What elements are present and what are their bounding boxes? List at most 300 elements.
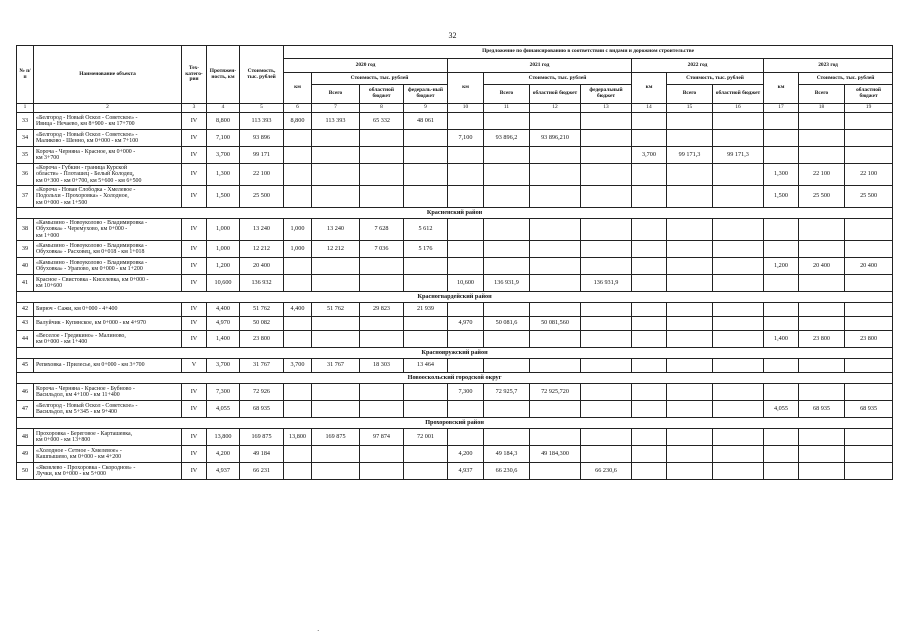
value-cell xyxy=(764,317,799,331)
value-cell: 29 823 xyxy=(360,303,404,317)
object-name: «Белгород - Новый Оскол - Советское» - Маликово - Шенно, км 0+000 - км 7+100 xyxy=(34,130,182,147)
value-cell xyxy=(799,241,845,258)
table-row xyxy=(17,446,893,463)
footer-mark: · xyxy=(317,627,320,635)
value-cell xyxy=(404,147,448,164)
tech-category: IV xyxy=(182,113,207,130)
section-title: Красненский район xyxy=(17,208,893,219)
value-cell xyxy=(845,317,893,331)
column-index: 7 xyxy=(312,104,360,113)
value-cell: 169 875 xyxy=(312,429,360,446)
value-cell xyxy=(632,164,667,186)
value-cell xyxy=(799,130,845,147)
row-number: 45 xyxy=(17,359,34,373)
total-2021-header: Всего xyxy=(484,85,530,104)
tech-category: IV xyxy=(182,164,207,186)
value-cell xyxy=(845,303,893,317)
value-cell xyxy=(484,186,530,208)
row-number: 49 xyxy=(17,446,34,463)
value-cell xyxy=(581,130,632,147)
object-name: Валуйчик - Купянское, км 0+000 - км 4+970 xyxy=(34,317,182,331)
value-cell xyxy=(530,241,581,258)
km-2020-header: км xyxy=(284,73,312,104)
column-index: 4 xyxy=(207,104,240,113)
value-cell xyxy=(484,258,530,275)
tech-category: IV xyxy=(182,219,207,241)
value-cell xyxy=(632,186,667,208)
object-name: Короча - Черняна - Красное, км 0+000 - км 3+700 xyxy=(34,147,182,164)
value-cell xyxy=(530,186,581,208)
value-cell: 99 171,3 xyxy=(713,147,764,164)
total-cost: 22 100 xyxy=(240,164,284,186)
value-cell: 66 230,6 xyxy=(581,463,632,480)
value-cell xyxy=(845,429,893,446)
value-cell xyxy=(632,463,667,480)
value-cell xyxy=(713,186,764,208)
value-cell xyxy=(530,401,581,418)
value-cell xyxy=(764,113,799,130)
value-cell xyxy=(530,164,581,186)
value-cell: 23 800 xyxy=(845,331,893,348)
row-number: 42 xyxy=(17,303,34,317)
length-km: 1,500 xyxy=(207,186,240,208)
value-cell xyxy=(284,130,312,147)
value-cell: 113 393 xyxy=(312,113,360,130)
value-cell xyxy=(404,401,448,418)
table-row xyxy=(17,258,893,275)
value-cell: 13 464 xyxy=(404,359,448,373)
object-name: «Камызино - Новоуколово - Владимировка - Обуховка» - Черемухово, км 0+000 - км 1+000 xyxy=(34,219,182,241)
value-cell xyxy=(713,130,764,147)
value-cell: 72 925,7 xyxy=(484,384,530,401)
table-row xyxy=(17,429,893,446)
object-name: Прохоровка - Береговое - Карташевка, км 0+000 - км 13+800 xyxy=(34,429,182,446)
value-cell: 1,000 xyxy=(284,219,312,241)
value-cell xyxy=(448,147,484,164)
tech-category: IV xyxy=(182,241,207,258)
value-cell xyxy=(312,130,360,147)
column-index: 11 xyxy=(484,104,530,113)
value-cell xyxy=(845,446,893,463)
value-cell xyxy=(632,241,667,258)
row-number: 37 xyxy=(17,186,34,208)
value-cell xyxy=(632,219,667,241)
value-cell xyxy=(632,303,667,317)
value-cell xyxy=(764,130,799,147)
value-cell: 97 874 xyxy=(360,429,404,446)
row-number: 34 xyxy=(17,130,34,147)
km-2023-header: км xyxy=(764,73,799,104)
row-number: 36 xyxy=(17,164,34,186)
value-cell xyxy=(284,401,312,418)
total-cost: 25 500 xyxy=(240,186,284,208)
length-km: 1,200 xyxy=(207,258,240,275)
value-cell xyxy=(284,446,312,463)
cost-2020-header: Стоимость, тыс. рублей xyxy=(312,73,448,85)
total-cost: 66 231 xyxy=(240,463,284,480)
value-cell xyxy=(799,303,845,317)
value-cell: 72 001 xyxy=(404,429,448,446)
row-number: 39 xyxy=(17,241,34,258)
object-name: «Яковлево - Прохоровка - Скороднов» - Лучки, км 0+000 - км 5+000 xyxy=(34,463,182,480)
column-index-row xyxy=(17,104,893,113)
value-cell xyxy=(713,219,764,241)
row-number: 35 xyxy=(17,147,34,164)
value-cell: 22 100 xyxy=(799,164,845,186)
value-cell xyxy=(484,359,530,373)
value-cell xyxy=(667,401,713,418)
length-km: 7,100 xyxy=(207,130,240,147)
column-index: 3 xyxy=(182,104,207,113)
value-cell xyxy=(360,186,404,208)
table-row xyxy=(17,219,893,241)
section-row xyxy=(17,373,893,384)
value-cell: 93 896,2 xyxy=(484,130,530,147)
value-cell xyxy=(845,147,893,164)
value-cell: 4,055 xyxy=(764,401,799,418)
value-cell xyxy=(448,113,484,130)
value-cell xyxy=(530,147,581,164)
value-cell xyxy=(404,446,448,463)
value-cell xyxy=(360,164,404,186)
row-number: 47 xyxy=(17,401,34,418)
regional-2022-header: областной бюджет xyxy=(713,85,764,104)
value-cell xyxy=(845,463,893,480)
value-cell xyxy=(713,359,764,373)
section-row xyxy=(17,292,893,303)
value-cell: 68 935 xyxy=(845,401,893,418)
value-cell xyxy=(448,164,484,186)
value-cell xyxy=(713,241,764,258)
page-number: 32 xyxy=(448,31,457,40)
value-cell xyxy=(799,275,845,292)
regional-2021-header: областной бюджет xyxy=(530,85,581,104)
total-2020-header: Всего xyxy=(312,85,360,104)
value-cell xyxy=(581,401,632,418)
value-cell xyxy=(404,317,448,331)
column-index: 6 xyxy=(284,104,312,113)
row-number: 33 xyxy=(17,113,34,130)
length-km: 3,700 xyxy=(207,147,240,164)
value-cell xyxy=(284,275,312,292)
total-cost: 99 171 xyxy=(240,147,284,164)
value-cell xyxy=(764,429,799,446)
tech-category: IV xyxy=(182,317,207,331)
column-index: 10 xyxy=(448,104,484,113)
value-cell xyxy=(284,147,312,164)
value-cell xyxy=(581,429,632,446)
column-index: 13 xyxy=(581,104,632,113)
row-number: 46 xyxy=(17,384,34,401)
value-cell xyxy=(484,303,530,317)
object-name: Репяховка - Прилесье, км 0+000 - км 3+700 xyxy=(34,359,182,373)
value-cell xyxy=(530,258,581,275)
value-cell xyxy=(312,463,360,480)
value-cell xyxy=(667,429,713,446)
value-cell xyxy=(404,186,448,208)
value-cell xyxy=(360,463,404,480)
value-cell: 1,300 xyxy=(764,164,799,186)
object-name: «Камызино - Новоуколово - Владимировка - Обуховка» - Урапово, км 0+000 - км 1+200 xyxy=(34,258,182,275)
value-cell xyxy=(632,401,667,418)
total-cost: 51 762 xyxy=(240,303,284,317)
value-cell: 13,800 xyxy=(284,429,312,446)
value-cell xyxy=(284,331,312,348)
value-cell: 12 212 xyxy=(312,241,360,258)
value-cell: 13 240 xyxy=(312,219,360,241)
value-cell xyxy=(764,275,799,292)
value-cell xyxy=(632,275,667,292)
value-cell xyxy=(764,303,799,317)
value-cell xyxy=(667,241,713,258)
length-km: 3,700 xyxy=(207,359,240,373)
value-cell xyxy=(312,446,360,463)
section-title: Новооскольский городской округ xyxy=(17,373,893,384)
value-cell xyxy=(360,130,404,147)
value-cell xyxy=(284,384,312,401)
length-km: 13,800 xyxy=(207,429,240,446)
value-cell xyxy=(530,113,581,130)
value-cell xyxy=(764,463,799,480)
value-cell xyxy=(764,446,799,463)
column-index: 15 xyxy=(667,104,713,113)
value-cell xyxy=(632,446,667,463)
total-2023-header: Всего xyxy=(799,85,845,104)
value-cell: 65 332 xyxy=(360,113,404,130)
table-body xyxy=(17,113,893,480)
value-cell xyxy=(799,463,845,480)
value-cell xyxy=(845,241,893,258)
object-name: Бирюч - Сажи, км 0+000 - 4+400 xyxy=(34,303,182,317)
column-index: 1 xyxy=(17,104,34,113)
value-cell xyxy=(713,331,764,348)
cost-2021-header: Стоимость, тыс. рублей xyxy=(484,73,632,85)
value-cell: 4,937 xyxy=(448,463,484,480)
value-cell: 20 400 xyxy=(845,258,893,275)
total-cost: 136 932 xyxy=(240,275,284,292)
value-cell xyxy=(581,359,632,373)
value-cell xyxy=(581,219,632,241)
total-cost: 31 767 xyxy=(240,359,284,373)
value-cell xyxy=(360,275,404,292)
cost-2022-header: Стоимость, тыс. рублей xyxy=(667,73,764,85)
length-km: 7,300 xyxy=(207,384,240,401)
value-cell xyxy=(404,463,448,480)
total-cost: 50 082 xyxy=(240,317,284,331)
tech-category: IV xyxy=(182,384,207,401)
value-cell: 1,400 xyxy=(764,331,799,348)
value-cell xyxy=(667,164,713,186)
value-cell xyxy=(312,147,360,164)
value-cell xyxy=(360,147,404,164)
value-cell xyxy=(764,147,799,164)
value-cell xyxy=(530,359,581,373)
value-cell xyxy=(360,331,404,348)
row-number: 44 xyxy=(17,331,34,348)
value-cell xyxy=(799,429,845,446)
value-cell xyxy=(632,317,667,331)
value-cell xyxy=(312,164,360,186)
column-index: 8 xyxy=(360,104,404,113)
value-cell xyxy=(667,275,713,292)
value-cell xyxy=(799,147,845,164)
value-cell xyxy=(799,317,845,331)
value-cell xyxy=(312,258,360,275)
value-cell xyxy=(484,331,530,348)
length-km: 1,000 xyxy=(207,241,240,258)
value-cell xyxy=(484,164,530,186)
length-km: 8,800 xyxy=(207,113,240,130)
value-cell xyxy=(312,401,360,418)
object-name: «Короча - Губкин - граница Курской области» - Плоташец - Белый Колодец, км 0+300 - км 0+700, км 5+600 - км 6+500 xyxy=(34,164,182,186)
value-cell xyxy=(448,331,484,348)
km-2021-header: км xyxy=(448,73,484,104)
value-cell xyxy=(581,241,632,258)
value-cell xyxy=(632,130,667,147)
value-cell: 7 036 xyxy=(360,241,404,258)
value-cell: 8,800 xyxy=(284,113,312,130)
column-index: 17 xyxy=(764,104,799,113)
value-cell xyxy=(312,275,360,292)
col-category-header: Тех-катего-рия xyxy=(182,46,207,104)
object-name: «Белгород - Новый Оскол - Советское» - Васильдол, км 5+345 - км 9+400 xyxy=(34,401,182,418)
value-cell xyxy=(312,317,360,331)
value-cell: 25 500 xyxy=(845,186,893,208)
value-cell: 5 176 xyxy=(404,241,448,258)
value-cell: 66 230,6 xyxy=(484,463,530,480)
value-cell: 48 061 xyxy=(404,113,448,130)
value-cell xyxy=(845,113,893,130)
value-cell xyxy=(312,331,360,348)
value-cell: 31 767 xyxy=(312,359,360,373)
value-cell xyxy=(360,317,404,331)
value-cell xyxy=(581,303,632,317)
km-2022-header: км xyxy=(632,73,667,104)
value-cell xyxy=(799,113,845,130)
section-title: Красногвардейский район xyxy=(17,292,893,303)
col-cost-header: Стоимость, тыс. рублей xyxy=(240,46,284,104)
tech-category: IV xyxy=(182,331,207,348)
value-cell xyxy=(484,429,530,446)
year-2023-header: 2023 год xyxy=(764,59,893,73)
value-cell xyxy=(799,359,845,373)
total-cost: 72 926 xyxy=(240,384,284,401)
value-cell xyxy=(360,384,404,401)
object-name: «Камызино - Новоуколово - Владимировка - Обуховка» - Расховец, км 0+018 - км 1+018 xyxy=(34,241,182,258)
value-cell xyxy=(530,275,581,292)
value-cell xyxy=(284,463,312,480)
value-cell xyxy=(667,303,713,317)
value-cell xyxy=(530,219,581,241)
value-cell: 4,400 xyxy=(284,303,312,317)
value-cell xyxy=(484,219,530,241)
table-row xyxy=(17,317,893,331)
value-cell xyxy=(530,463,581,480)
tech-category: IV xyxy=(182,401,207,418)
length-km: 4,200 xyxy=(207,446,240,463)
value-cell: 7 628 xyxy=(360,219,404,241)
row-number: 38 xyxy=(17,219,34,241)
value-cell xyxy=(713,317,764,331)
section-row xyxy=(17,418,893,429)
year-2020-header: 2020 год xyxy=(284,59,448,73)
value-cell xyxy=(312,384,360,401)
length-km: 1,400 xyxy=(207,331,240,348)
table-row xyxy=(17,186,893,208)
table-header xyxy=(17,46,893,113)
value-cell xyxy=(312,186,360,208)
value-cell xyxy=(284,258,312,275)
value-cell xyxy=(764,219,799,241)
value-cell xyxy=(360,401,404,418)
col-name-header: Наименование объекта xyxy=(34,46,182,104)
object-name: «Белгород - Новый Оскол - Советское» - Ивица - Нечаево, км 8+900 - км 17+700 xyxy=(34,113,182,130)
federal-2021-header: федеральный бюджет xyxy=(581,85,632,104)
value-cell xyxy=(713,429,764,446)
value-cell xyxy=(360,446,404,463)
value-cell: 3,700 xyxy=(284,359,312,373)
column-index: 2 xyxy=(34,104,182,113)
value-cell: 50 081,6 xyxy=(484,317,530,331)
value-cell xyxy=(632,331,667,348)
value-cell xyxy=(632,113,667,130)
value-cell: 49 184,3 xyxy=(484,446,530,463)
value-cell xyxy=(667,317,713,331)
length-km: 4,055 xyxy=(207,401,240,418)
year-2022-header: 2022 год xyxy=(632,59,764,73)
column-index: 9 xyxy=(404,104,448,113)
tech-category: IV xyxy=(182,130,207,147)
tech-category: IV xyxy=(182,303,207,317)
table-row xyxy=(17,384,893,401)
value-cell: 21 939 xyxy=(404,303,448,317)
value-cell: 93 896,210 xyxy=(530,130,581,147)
section-title: Прохоровский район xyxy=(17,418,893,429)
col-length-header: Протяжен-ность, км xyxy=(207,46,240,104)
tech-category: IV xyxy=(182,446,207,463)
value-cell xyxy=(581,384,632,401)
length-km: 4,400 xyxy=(207,303,240,317)
value-cell xyxy=(581,147,632,164)
value-cell xyxy=(484,241,530,258)
value-cell xyxy=(667,130,713,147)
tech-category: V xyxy=(182,359,207,373)
value-cell xyxy=(713,275,764,292)
length-km: 10,600 xyxy=(207,275,240,292)
value-cell xyxy=(448,359,484,373)
total-cost: 169 875 xyxy=(240,429,284,446)
length-km: 4,937 xyxy=(207,463,240,480)
table-row xyxy=(17,241,893,258)
value-cell xyxy=(360,258,404,275)
value-cell xyxy=(667,463,713,480)
value-cell xyxy=(667,219,713,241)
table-row xyxy=(17,303,893,317)
table-row xyxy=(17,130,893,147)
value-cell xyxy=(530,303,581,317)
value-cell xyxy=(713,401,764,418)
cost-2023-header: Стоимость, тыс. рублей xyxy=(799,73,893,85)
value-cell xyxy=(799,219,845,241)
value-cell xyxy=(845,219,893,241)
value-cell: 10,600 xyxy=(448,275,484,292)
total-cost: 113 393 xyxy=(240,113,284,130)
value-cell xyxy=(581,317,632,331)
value-cell xyxy=(667,186,713,208)
total-cost: 49 184 xyxy=(240,446,284,463)
value-cell: 4,200 xyxy=(448,446,484,463)
total-cost: 12 212 xyxy=(240,241,284,258)
